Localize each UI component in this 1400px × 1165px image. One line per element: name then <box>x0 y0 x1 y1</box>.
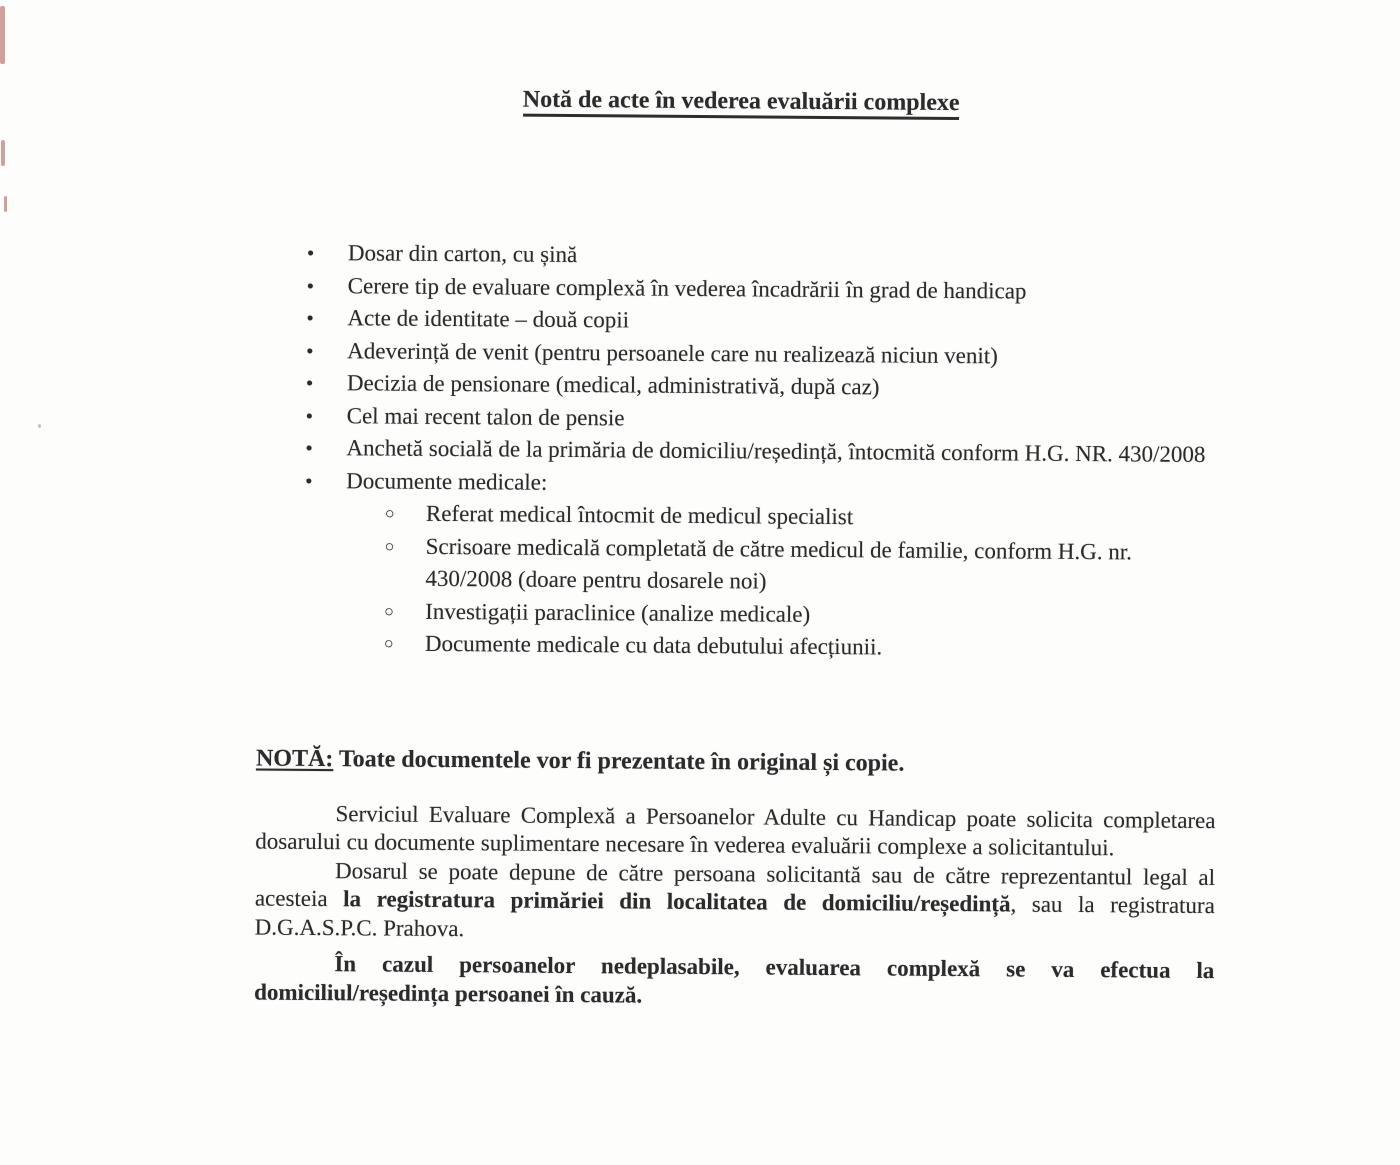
sub-list-item <box>257 529 1217 602</box>
list-item-text: Anchetă socială de la primăria de domiciliu/reședință, întocmită conform H.G. NR. 430/2008 <box>346 435 1206 467</box>
circle-bullet-icon: ○ <box>384 603 394 621</box>
sub-list-item-text: Documente medicale cu data debutului afecțiunii. <box>424 630 883 660</box>
bullet-icon: • <box>306 240 315 265</box>
page-title <box>261 83 1221 121</box>
circle-bullet-icon: ○ <box>384 538 395 556</box>
medical-documents-sublist <box>257 497 1218 667</box>
paragraph-service-evaluation: Serviciul Evaluare Complexă a Persoanelor Adulte cu Handicap poate solicita completarea dosarului cu documente suplimentare necesare în vederea evaluării complexe a solicitantului. <box>255 800 1216 861</box>
circle-bullet-icon: ○ <box>383 635 394 653</box>
note-label: NOTĂ: <box>255 745 334 772</box>
bullet-icon: • <box>305 468 313 493</box>
note-line <box>256 743 1216 781</box>
list-item-text: Documente medicale: <box>346 467 548 495</box>
bullet-icon: • <box>306 338 314 363</box>
bullet-icon: • <box>305 370 314 395</box>
paragraph-text: Dosarul se poate depune de către persoana solicitantă sau de către reprezentantul legal al acesteia <box>254 857 1216 912</box>
list-item-text: Dosar din carton, cu șină <box>347 240 578 268</box>
list-item-text: Cerere tip de evaluare complexă în vederea încadrării în grad de handicap <box>347 272 1027 304</box>
sub-list-item-text: Referat medical întocmit de medicul specialist <box>425 500 854 530</box>
sub-list-item-text: Investigații paraclinice (analize medicale) <box>425 598 811 627</box>
circle-bullet-icon: ○ <box>384 505 395 523</box>
bullet-icon: • <box>305 403 314 428</box>
body-paragraphs <box>254 799 1216 1015</box>
paragraph-dossier-submission <box>255 856 1216 949</box>
documents-required-list <box>258 237 1220 505</box>
note-text: Toate documentele vor fi prezentate în original și copie. <box>333 745 905 777</box>
sub-list-item <box>257 627 1217 667</box>
list-item-text: Adeverință de venit (pentru persoanele care nu realizează niciun venit) <box>347 337 998 368</box>
bullet-icon: • <box>305 435 313 460</box>
bullet-icon: • <box>306 273 315 298</box>
sub-list-item-text: Scrisoare medicală completată de către medicul de familie, conform H.G. nr. 430/2008 (doare pentru dosarele noi) <box>425 533 1133 594</box>
page-title-text: Notă de acte în vederea evaluării complexe <box>523 87 960 120</box>
bullet-icon: • <box>306 305 314 330</box>
list-item-text: Decizia de pensionare (medical, administrativă, după caz) <box>346 370 880 400</box>
paragraph-immobile-persons: În cazul persoanelor nedeplasabile, evaluarea complexă se va efectua la domiciliul/reședința persoanei în cauză. <box>254 951 1215 1008</box>
paragraph-text: , sau la registratura D.G.A.S.P.C. Prahova. <box>254 891 1215 942</box>
list-item-text: Cel mai recent talon de pensie <box>346 402 625 430</box>
list-item-text: Acte de identitate – două copii <box>347 305 630 333</box>
paragraph-bold-text: la registratura primăriei din localitatea de domiciliu/reședință <box>343 886 1011 917</box>
